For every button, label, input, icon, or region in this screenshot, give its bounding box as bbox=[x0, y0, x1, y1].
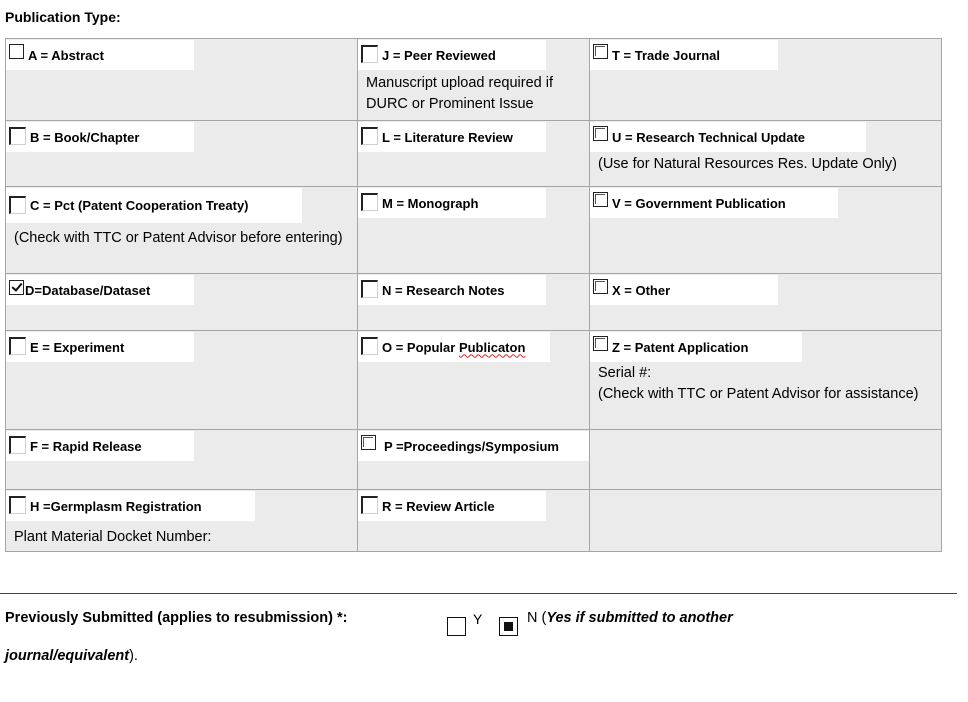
option-label: C = Pct (Patent Cooperation Treaty) bbox=[30, 198, 249, 213]
option-research-notes[interactable] bbox=[358, 275, 546, 305]
cell-monograph bbox=[358, 187, 590, 274]
no-label: N bbox=[527, 610, 538, 626]
checkbox-no[interactable] bbox=[499, 617, 518, 636]
cell-trade-journal bbox=[590, 39, 942, 121]
checkbox-peer-reviewed[interactable] bbox=[361, 45, 378, 63]
cell-other bbox=[590, 274, 942, 331]
option-pct[interactable] bbox=[6, 188, 302, 223]
option-experiment[interactable] bbox=[6, 332, 194, 362]
option-popular-publication[interactable] bbox=[358, 332, 550, 362]
checkbox-pct[interactable] bbox=[9, 196, 26, 214]
option-germplasm-registration[interactable] bbox=[6, 491, 255, 521]
cell-empty bbox=[590, 430, 942, 490]
checkbox-research-notes[interactable] bbox=[361, 280, 378, 298]
cell-literature-review bbox=[358, 121, 590, 187]
cell-research-notes bbox=[358, 274, 590, 331]
option-label bbox=[382, 340, 525, 355]
checkbox-rapid-release[interactable] bbox=[9, 436, 26, 454]
cell-review-article bbox=[358, 490, 590, 552]
explanation-continued bbox=[5, 648, 138, 664]
checkbox-research-technical-update[interactable] bbox=[593, 126, 608, 141]
cell-proceedings-symposium bbox=[358, 430, 590, 490]
option-label: F = Rapid Release bbox=[30, 438, 142, 454]
cell-abstract bbox=[6, 39, 358, 121]
cell-empty bbox=[590, 490, 942, 552]
option-note: (Check with TTC or Patent Advisor before entering) bbox=[14, 230, 343, 246]
option-label: M = Monograph bbox=[382, 195, 479, 211]
option-abstract[interactable] bbox=[6, 40, 194, 70]
checkbox-abstract[interactable] bbox=[9, 44, 24, 59]
checkbox-germplasm-registration[interactable] bbox=[9, 496, 26, 514]
previously-submitted-explanation bbox=[527, 610, 733, 626]
explanation-italic: Yes if submitted to another bbox=[546, 610, 733, 626]
cell-popular-publication bbox=[358, 331, 590, 430]
option-label-prefix: O = Popular bbox=[382, 339, 459, 355]
checkbox-review-article[interactable] bbox=[361, 496, 378, 514]
option-other[interactable] bbox=[590, 275, 778, 305]
cell-germplasm-registration bbox=[6, 490, 358, 552]
cell-research-technical-update bbox=[590, 121, 942, 187]
paren-open: ( bbox=[541, 610, 547, 626]
option-label: T = Trade Journal bbox=[612, 47, 721, 63]
option-label: U = Research Technical Update bbox=[612, 129, 806, 145]
checkbox-trade-journal[interactable] bbox=[593, 44, 608, 59]
cell-database-dataset bbox=[6, 274, 358, 331]
option-label: H =Germplasm Registration bbox=[30, 498, 202, 514]
section-title: Publication Type: bbox=[5, 9, 121, 25]
cell-pct bbox=[6, 187, 358, 274]
checkbox-patent-application[interactable] bbox=[593, 336, 608, 351]
cell-rapid-release bbox=[6, 430, 358, 490]
option-note: (Use for Natural Resources Res. Update Only) bbox=[598, 156, 897, 172]
option-label: P =Proceedings/Symposium bbox=[384, 438, 559, 454]
cell-experiment bbox=[6, 331, 358, 430]
cell-book-chapter bbox=[6, 121, 358, 187]
checked-indicator bbox=[504, 622, 513, 631]
option-literature-review[interactable] bbox=[358, 122, 546, 152]
paren-close: ). bbox=[129, 648, 138, 664]
checkbox-popular-publication[interactable] bbox=[361, 337, 378, 355]
option-note: Manuscript upload required if DURC or Prominent Issue bbox=[366, 75, 553, 112]
option-label: N = Research Notes bbox=[382, 282, 505, 298]
option-book-chapter[interactable] bbox=[6, 122, 194, 152]
option-label: B = Book/Chapter bbox=[30, 129, 140, 145]
checkbox-database-dataset[interactable] bbox=[9, 280, 24, 295]
option-label: Z = Patent Application bbox=[612, 339, 749, 355]
checkbox-government-publication[interactable] bbox=[593, 192, 608, 207]
explanation-italic-continued: journal/equivalent bbox=[5, 648, 130, 664]
checkbox-literature-review[interactable] bbox=[361, 127, 378, 145]
section-divider bbox=[0, 593, 957, 594]
checkbox-book-chapter[interactable] bbox=[9, 127, 26, 145]
checkbox-experiment[interactable] bbox=[9, 337, 26, 355]
option-patent-application[interactable] bbox=[590, 332, 802, 362]
option-label: J = Peer Reviewed bbox=[382, 47, 496, 63]
option-label: R = Review Article bbox=[382, 498, 495, 514]
option-trade-journal[interactable] bbox=[590, 40, 778, 70]
checkbox-other[interactable] bbox=[593, 279, 608, 294]
option-note: Plant Material Docket Number: bbox=[14, 529, 212, 545]
checkbox-proceedings-symposium[interactable] bbox=[361, 435, 376, 450]
option-government-publication[interactable] bbox=[590, 188, 838, 218]
misspelled-word: Publicaton bbox=[458, 339, 526, 355]
option-note: Serial #: (Check with TTC or Patent Advisor for assistance) bbox=[598, 365, 919, 402]
option-research-technical-update[interactable] bbox=[590, 122, 866, 152]
previously-submitted-label: Previously Submitted (applies to resubmission) *: bbox=[5, 610, 348, 626]
option-peer-reviewed[interactable] bbox=[358, 40, 546, 70]
option-database-dataset[interactable] bbox=[6, 275, 194, 305]
option-monograph[interactable] bbox=[358, 188, 546, 218]
option-rapid-release[interactable] bbox=[6, 431, 194, 461]
publication-type-table bbox=[5, 38, 942, 552]
cell-peer-reviewed bbox=[358, 39, 590, 121]
checkbox-monograph[interactable] bbox=[361, 193, 378, 211]
option-label: E = Experiment bbox=[30, 339, 125, 355]
option-review-article[interactable] bbox=[358, 491, 546, 521]
cell-government-publication bbox=[590, 187, 942, 274]
checkbox-yes[interactable] bbox=[447, 617, 466, 636]
option-label: D=Database/Dataset bbox=[25, 282, 151, 298]
option-proceedings-symposium[interactable] bbox=[358, 431, 589, 461]
yes-label: Y bbox=[473, 611, 483, 627]
option-label: X = Other bbox=[612, 282, 671, 298]
option-label: V = Government Publication bbox=[612, 195, 786, 211]
cell-patent-application bbox=[590, 331, 942, 430]
option-label: A = Abstract bbox=[28, 47, 104, 63]
option-label: L = Literature Review bbox=[382, 129, 513, 145]
